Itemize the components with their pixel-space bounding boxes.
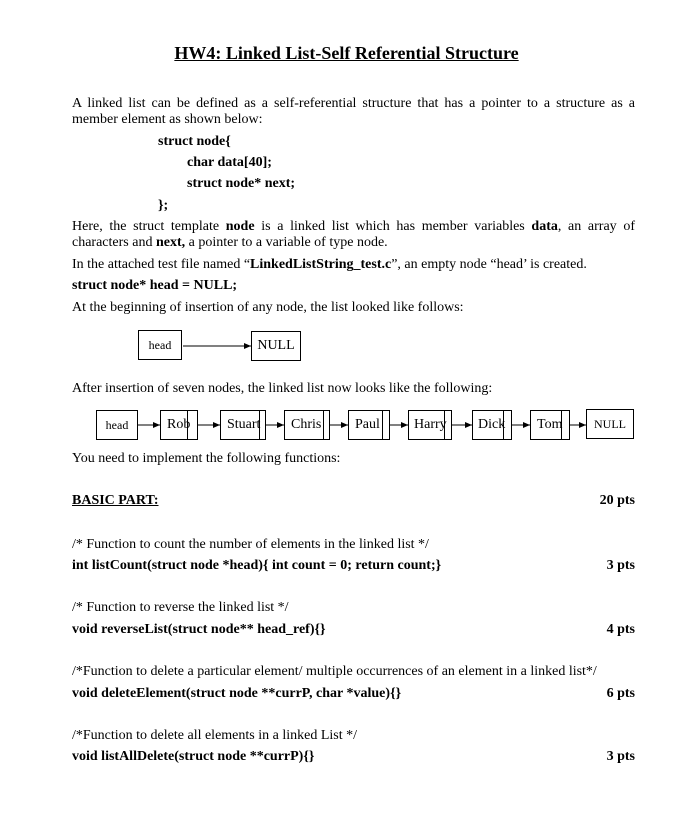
function-comment: /*Function to delete a particular element/ multiple occurrences of an element in a linked list*/ xyxy=(72,664,597,679)
list-node xyxy=(348,410,390,440)
node-label: Stuart xyxy=(227,411,260,439)
code-line-struct-close: }; xyxy=(158,198,169,213)
function-signature: void listAllDelete(struct node **currP){} xyxy=(72,749,315,764)
head-declaration: struct node* head = NULL; xyxy=(72,278,238,293)
function-points: 4 pts xyxy=(606,622,635,637)
text-run: Here, the struct template xyxy=(72,219,226,234)
list-node xyxy=(530,410,570,440)
text-run: a pointer to a variable of type node. xyxy=(185,235,388,250)
function-points: 3 pts xyxy=(606,749,635,764)
node-label: Tom xyxy=(537,411,562,439)
node-label: Paul xyxy=(355,411,383,439)
function-points: 6 pts xyxy=(606,686,635,701)
node-label: Harry xyxy=(414,411,445,439)
diagram2-head-box: head xyxy=(96,410,138,440)
list-node xyxy=(408,410,452,440)
function-signature: int listCount(struct node *head){ int count = 0; return count;} xyxy=(72,558,442,573)
intro-paragraph: A linked list can be defined as a self-referential structure that has a pointer to a structure as a member element as shown below: xyxy=(72,96,635,127)
code-line-struct-open: struct node{ xyxy=(158,134,231,149)
node-label: Rob xyxy=(167,411,188,439)
function-signature: void deleteElement(struct node **currP, char *value){} xyxy=(72,686,402,701)
seven-nodes-paragraph: After insertion of seven nodes, the linked list now looks like the following: xyxy=(72,381,493,396)
text-run: , an array of characters and xyxy=(72,219,635,250)
function-comment: /* Function to count the number of elements in the linked list */ xyxy=(72,537,429,552)
page-title: HW4: Linked List-Self Referential Structure xyxy=(174,43,519,63)
initial-list-paragraph: At the beginning of insertion of any node, the list looked like follows: xyxy=(72,300,464,315)
diagram2-null-box: NULL xyxy=(586,409,634,439)
list-node xyxy=(220,410,266,440)
bold-run: node xyxy=(225,219,255,234)
list-node xyxy=(284,410,330,440)
text-run: ”, an empty node “head’ is created. xyxy=(391,257,587,272)
bold-run: next, xyxy=(155,235,186,250)
text-run: is a linked list which has member variables xyxy=(254,219,532,234)
function-comment: /*Function to delete all elements in a linked List */ xyxy=(72,728,357,743)
node-label: Chris xyxy=(291,411,324,439)
filename: LinkedListString_test.c xyxy=(250,257,392,272)
basic-part-label: BASIC PART: xyxy=(72,493,159,508)
function-signature: void reverseList(struct node** head_ref){} xyxy=(72,622,326,637)
list-node xyxy=(472,410,512,440)
basic-part-points: 20 pts xyxy=(599,493,635,508)
text-run: In the attached test file named “ xyxy=(72,257,251,272)
code-line-next: struct node* next; xyxy=(187,176,296,191)
bold-run: data xyxy=(531,219,558,234)
implement-paragraph: You need to implement the following functions: xyxy=(72,451,341,466)
diagram1-null-box: NULL xyxy=(251,331,301,361)
node-label: Dick xyxy=(478,411,504,439)
code-line-data: char data[40]; xyxy=(187,155,272,170)
function-points: 3 pts xyxy=(606,558,635,573)
diagram1-head-box: head xyxy=(138,330,182,360)
function-comment: /* Function to reverse the linked list */ xyxy=(72,600,289,615)
list-node xyxy=(160,410,198,440)
